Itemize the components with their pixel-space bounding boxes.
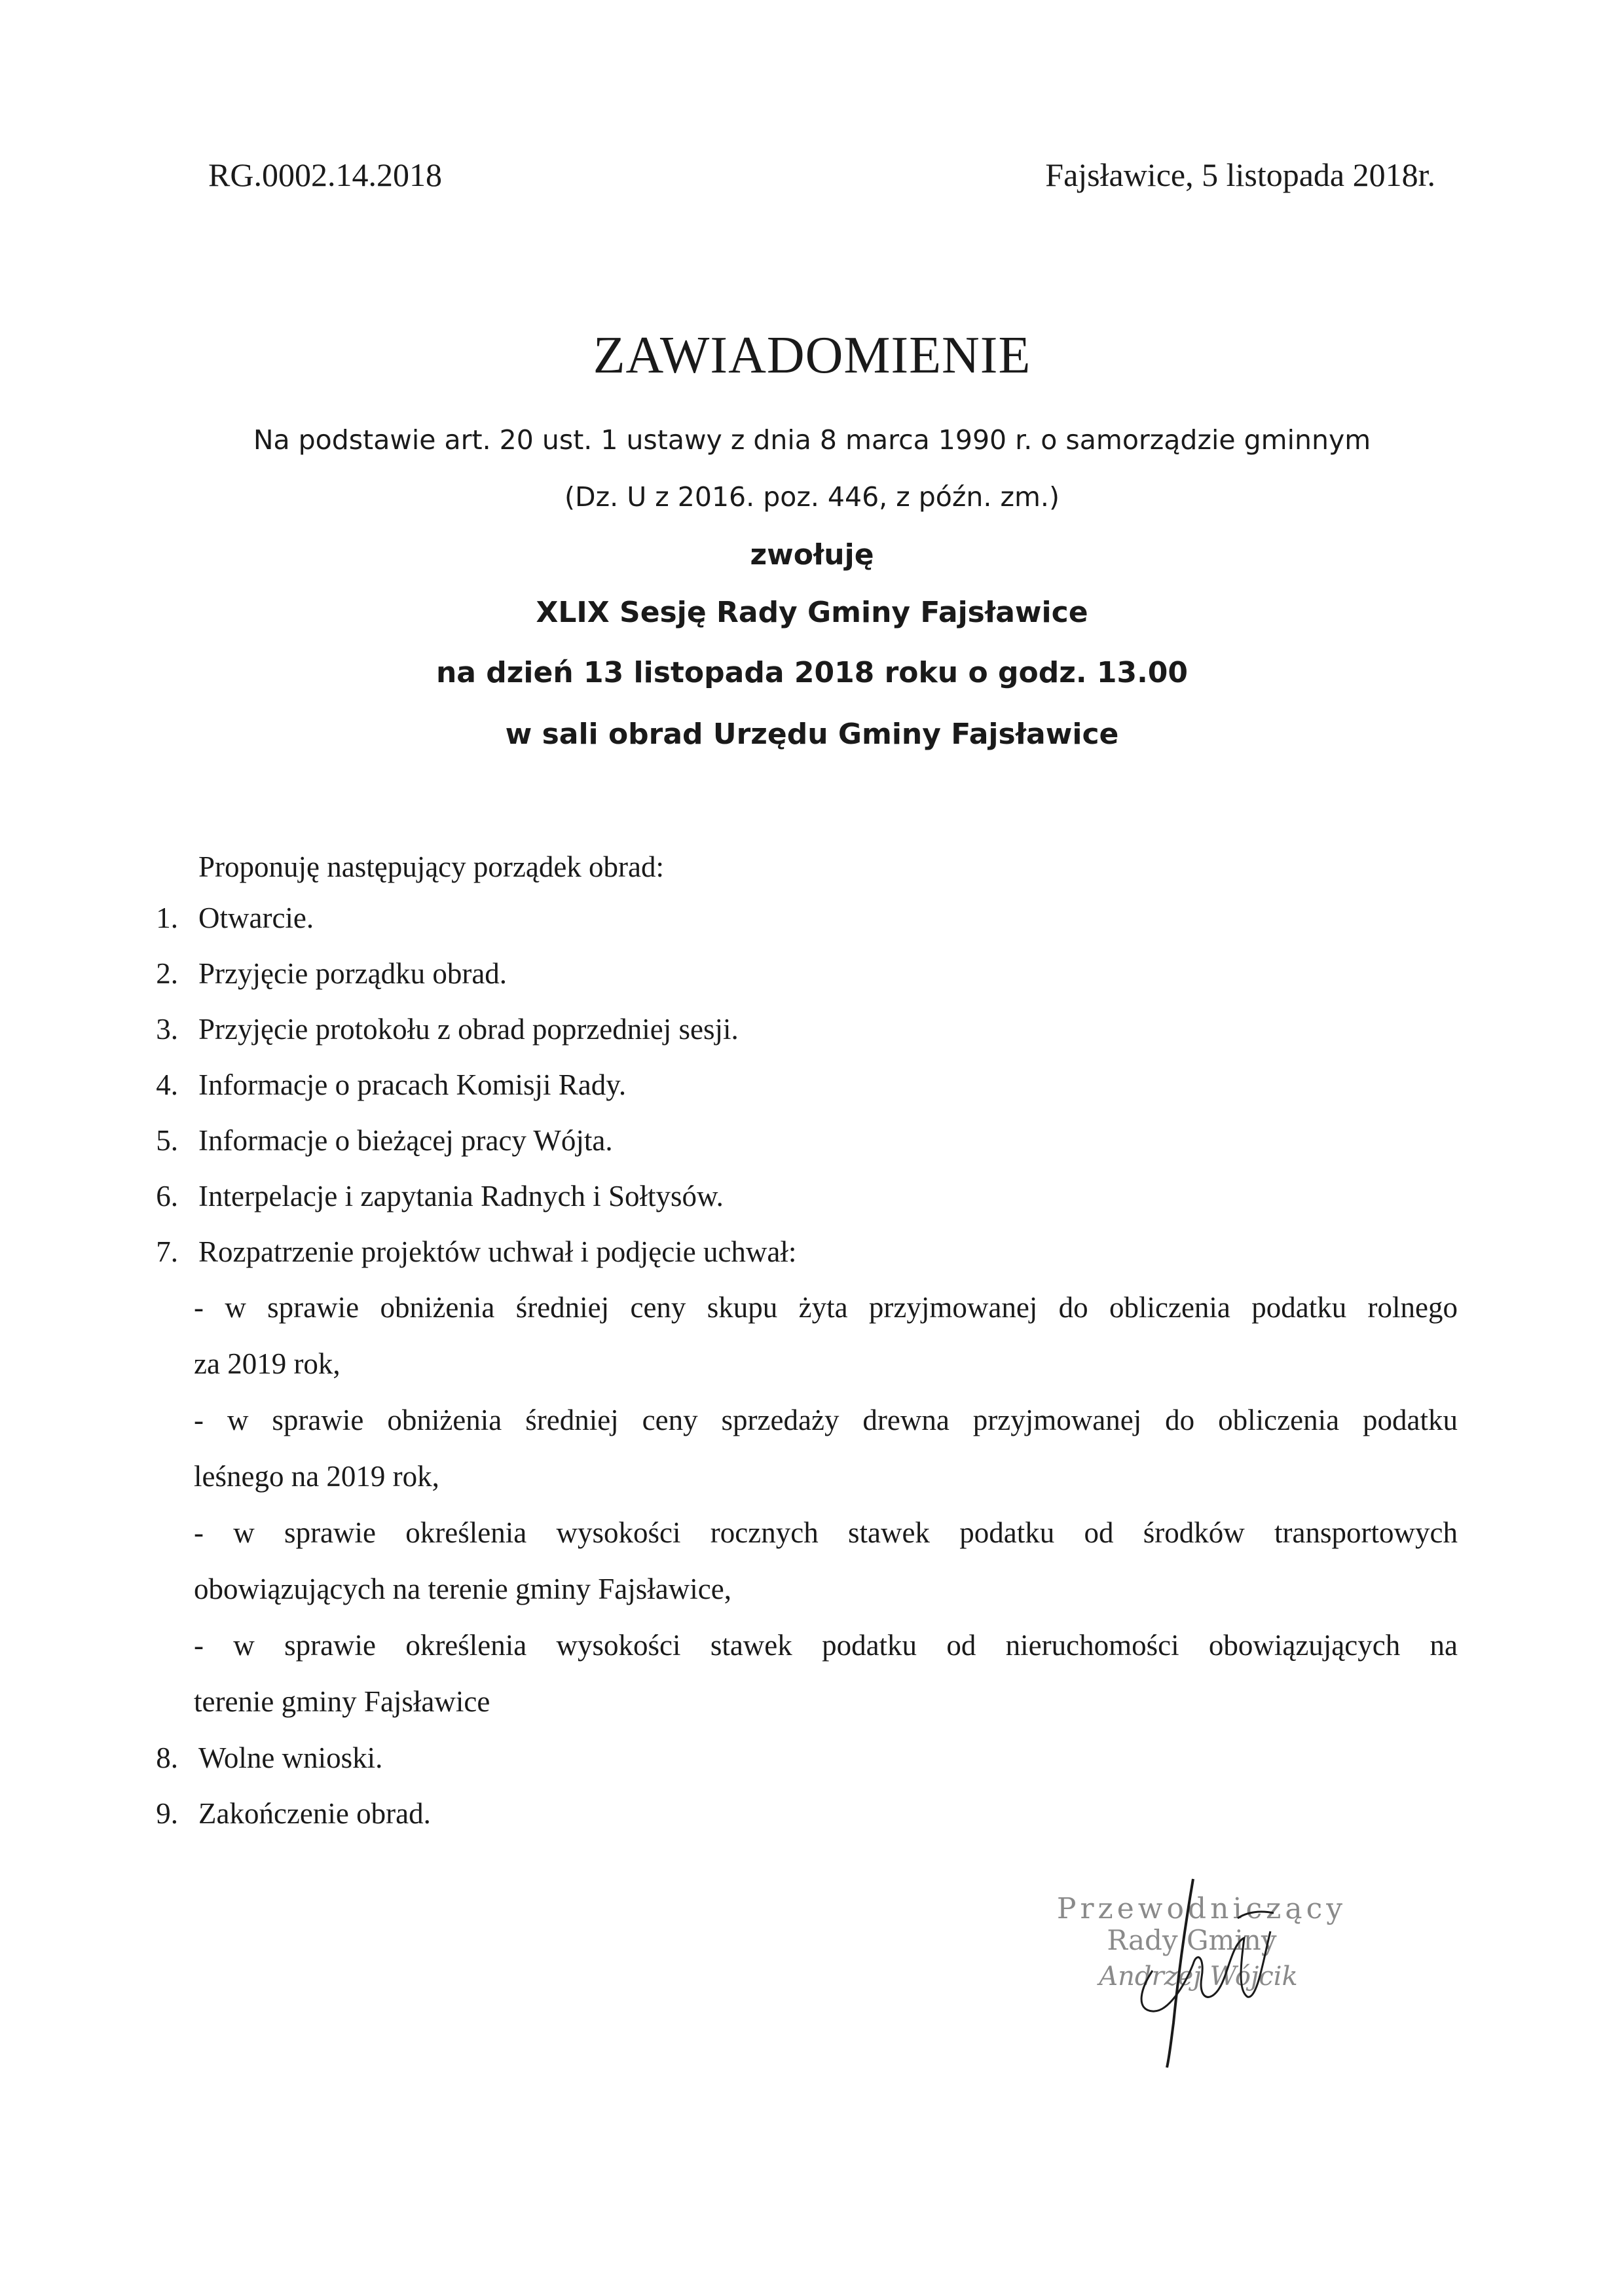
agenda-item-text: Przyjęcie protokołu z obrad poprzedniej sesji.	[198, 1013, 739, 1046]
agenda-item-text: Otwarcie.	[198, 902, 314, 934]
resolution-subitem-line-1: - w sprawie obniżenia średniej ceny sprzedaży drewna przyjmowanej do obliczenia podatku	[194, 1404, 1458, 1436]
stamp-name: Andrzej Wójcik	[1099, 1961, 1298, 1992]
agenda-intro: Proponuję następujący porządek obrad:	[198, 850, 665, 883]
legal-basis-line-1: Na podstawie art. 20 ust. 1 ustawy z dnia 8 marca 1990 r. o samorządzie gminnym	[253, 424, 1371, 456]
agenda-item-number: 3.	[156, 1013, 178, 1046]
resolution-subitem	[0, 1516, 1624, 1628]
agenda-item	[0, 957, 1624, 1012]
agenda-item	[0, 1123, 1624, 1179]
agenda-list	[0, 901, 1624, 1852]
agenda-item-number: 4.	[156, 1068, 178, 1101]
agenda-item-number: 9.	[156, 1797, 178, 1830]
document-title: ZAWIADOMIENIE	[593, 327, 1031, 384]
resolution-subitem-line-2: za 2019 rok,	[194, 1347, 341, 1380]
agenda-item-number: 7.	[156, 1235, 178, 1268]
agenda-item-number: 5.	[156, 1124, 178, 1157]
resolution-subitem	[0, 1628, 1624, 1741]
stamp-council: Rady Gminy	[1107, 1924, 1277, 1956]
session-date: na dzień 13 listopada 2018 roku o godz. 13.00	[435, 656, 1189, 689]
resolution-subitem-line-2: obowiązujących na terenie gminy Fajsławice,	[194, 1573, 731, 1605]
agenda-item-number: 2.	[156, 957, 178, 990]
agenda-item	[0, 1068, 1624, 1123]
resolution-subitem	[0, 1290, 1624, 1403]
resolution-subitem-line-1: - w sprawie określenia wysokości rocznych stawek podatku od środków transportowych	[194, 1516, 1458, 1549]
resolution-subitem-line-1: - w sprawie określenia wysokości stawek podatku od nieruchomości obowiązujących na	[194, 1629, 1458, 1662]
stamp-title: Przewodniczący	[1056, 1892, 1347, 1925]
agenda-item-number: 8.	[156, 1741, 178, 1774]
agenda-item	[0, 1235, 1624, 1290]
session-location: w sali obrad Urzędu Gminy Fajsławice	[505, 718, 1119, 751]
resolution-subitem-line-2: leśnego na 2019 rok,	[194, 1460, 439, 1493]
resolution-subitem	[0, 1403, 1624, 1516]
signature-stamp	[1022, 1872, 1362, 2069]
agenda-item-text: Interpelacje i zapytania Radnych i Sołtysów.	[198, 1180, 724, 1212]
agenda-item-text: Przyjęcie porządku obrad.	[198, 957, 507, 990]
reference-number: RG.0002.14.2018	[208, 156, 442, 193]
resolution-subitem-line-2: terenie gminy Fajsławice	[194, 1685, 490, 1718]
agenda-item	[0, 1012, 1624, 1068]
agenda-item	[0, 1796, 1624, 1852]
agenda-item	[0, 901, 1624, 957]
convocation-verb: zwołuję	[750, 538, 874, 572]
agenda-item-number: 1.	[156, 902, 178, 934]
legal-basis-line-2: (Dz. U z 2016. poz. 446, z późn. zm.)	[564, 481, 1060, 513]
agenda-item	[0, 1179, 1624, 1235]
agenda-item-text: Rozpatrzenie projektów uchwał i podjęcie uchwał:	[198, 1235, 797, 1268]
agenda-item-text: Informacje o bieżącej pracy Wójta.	[198, 1124, 613, 1157]
resolution-subitem-line-1: - w sprawie obniżenia średniej ceny skupu żyta przyjmowanej do obliczenia podatku rolnego	[194, 1291, 1458, 1324]
agenda-item-text: Wolne wnioski.	[198, 1741, 383, 1774]
signature-stamp-graphic	[1022, 1872, 1362, 2069]
agenda-item-text: Informacje o pracach Komisji Rady.	[198, 1068, 627, 1101]
session-name: XLIX Sesję Rady Gminy Fajsławice	[536, 596, 1088, 629]
place-and-date: Fajsławice, 5 listopada 2018r.	[1045, 156, 1435, 193]
agenda-item	[0, 1741, 1624, 1796]
agenda-item-text: Zakończenie obrad.	[198, 1797, 431, 1830]
agenda-item-number: 6.	[156, 1180, 178, 1212]
